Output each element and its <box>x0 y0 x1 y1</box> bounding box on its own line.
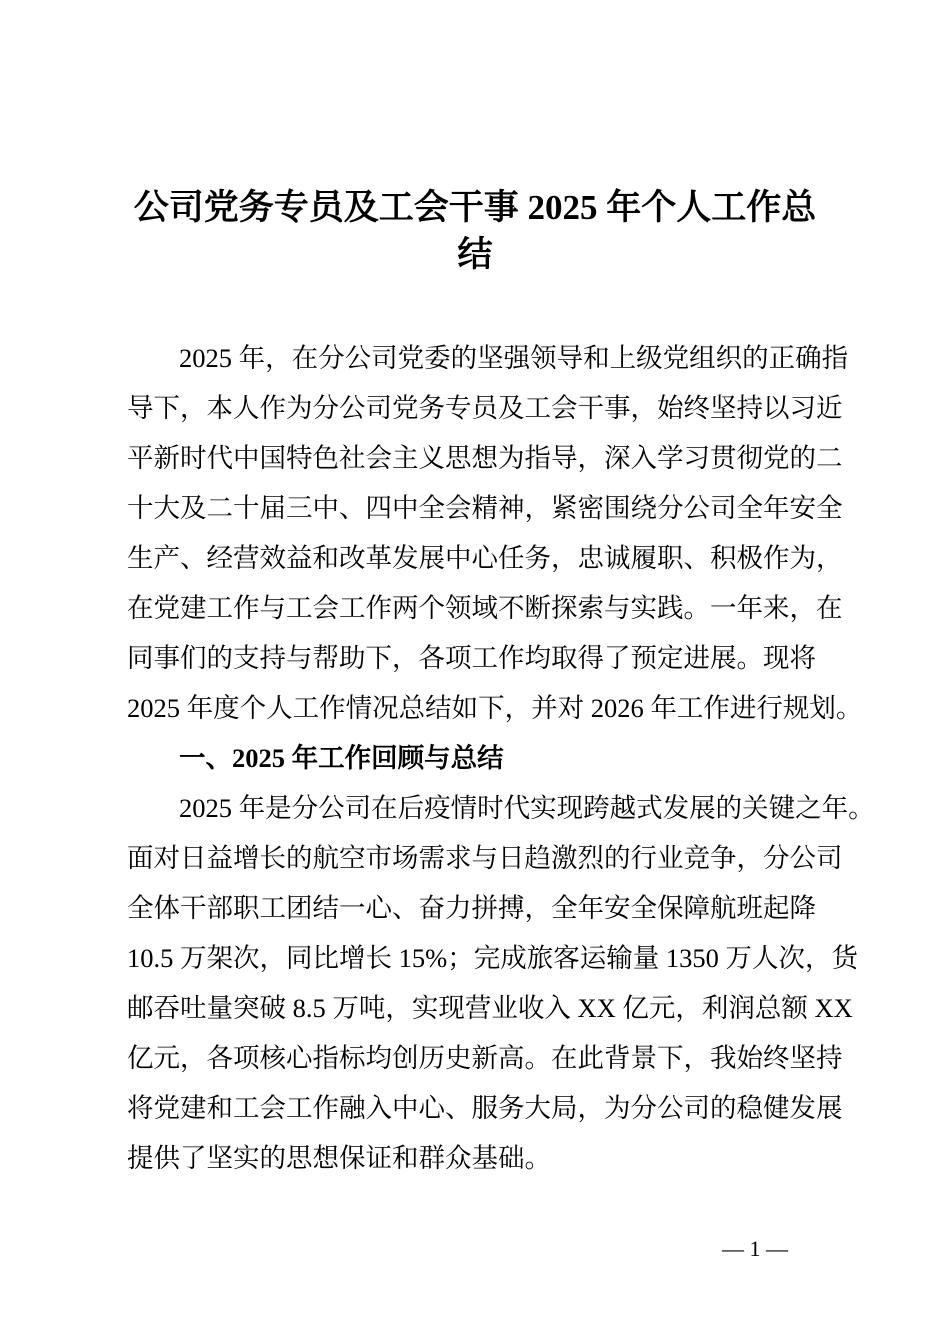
text-line: 提供了坚实的思想保证和群众基础。 <box>127 1143 551 1173</box>
text-line: 生产、经营效益和改革发展中心任务，忠诚履职、积极作为， <box>127 543 843 573</box>
document-body <box>127 333 875 1183</box>
text-line: 亿元，各项核心指标均创历史新高。在此背景下，我始终坚持 <box>127 1043 843 1073</box>
title-line: 公司党务专员及工会干事 2025 年个人工作总 <box>133 188 817 227</box>
text-line: 邮吞吐量突破 8.5 万吨，实现营业收入 XX 亿元，利润总额 XX <box>127 993 853 1023</box>
text-line: 十大及二十届三中、四中全会精神，紧密围绕分公司全年安全 <box>127 493 843 523</box>
text-line: 2025 年，在分公司党委的坚强领导和上级党组织的正确指 <box>179 343 849 373</box>
page-number: — 1 — <box>722 1236 788 1261</box>
text-line: 将党建和工会工作融入中心、服务大局，为分公司的稳健发展 <box>127 1093 843 1123</box>
text-line: 导下，本人作为分公司党务专员及工会干事，始终坚持以习近 <box>127 393 843 423</box>
text-line: 平新时代中国特色社会主义思想为指导，深入学习贯彻党的二 <box>127 443 843 473</box>
text-line: 2025 年度个人工作情况总结如下，并对 2026 年工作进行规划。 <box>127 693 863 723</box>
section-heading: 一、2025 年工作回顾与总结 <box>179 743 504 773</box>
paragraph-intro <box>127 333 863 733</box>
text-line: 同事们的支持与帮助下，各项工作均取得了预定进展。现将 <box>127 643 816 673</box>
text-line: 面对日益增长的航空市场需求与日趋激烈的行业竞争，分公司 <box>127 843 843 873</box>
text-line: 10.5 万架次，同比增长 15%；完成旅客运输量 1350 万人次，货 <box>127 943 858 973</box>
text-line: 2025 年是分公司在后疫情时代实现跨越式发展的关键之年。 <box>179 793 875 823</box>
document-title <box>0 184 950 278</box>
text-line: 在党建工作与工会工作两个领域不断探索与实践。一年来，在 <box>127 593 843 623</box>
title-line: 结 <box>457 235 493 274</box>
paragraph-review <box>127 783 875 1183</box>
text-line: 全体干部职工团结一心、奋力拼搏，全年安全保障航班起降 <box>127 893 816 923</box>
